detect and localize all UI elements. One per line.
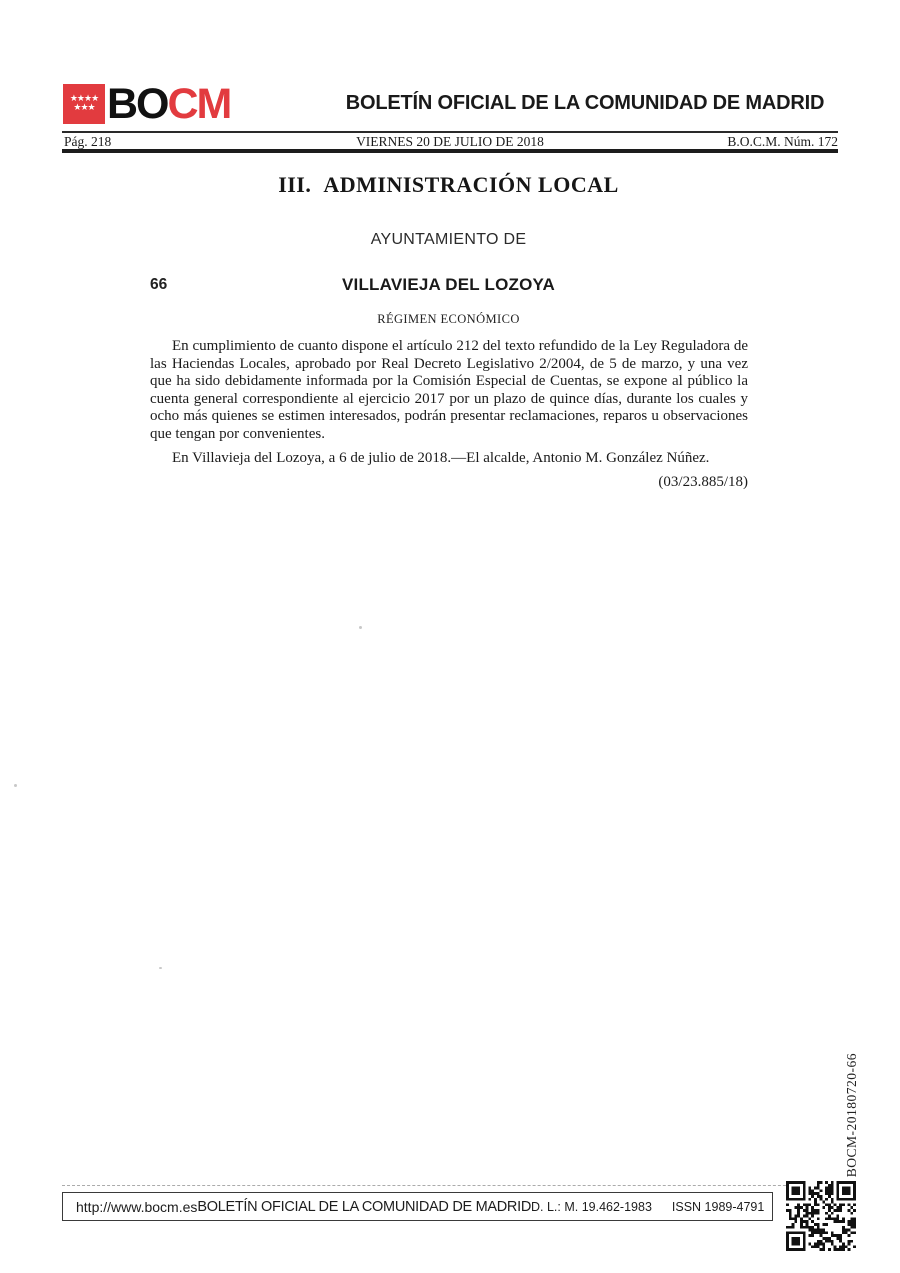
section-number: III. [278, 172, 312, 197]
flag-stars-top: ★★★★ [69, 94, 99, 104]
meta-row [62, 133, 838, 149]
subject-heading: RÉGIMEN ECONÓMICO [377, 312, 520, 326]
organization-heading: AYUNTAMIENTO DE [370, 231, 527, 248]
municipality-heading: VILLAVIEJA DEL LOZOYA [342, 275, 555, 294]
scan-speck [14, 784, 17, 787]
footer-url: http://www.bocm.es [76, 1198, 198, 1215]
masthead-title: BOLETÍN OFICIAL DE LA COMUNIDAD DE MADRID [345, 92, 825, 114]
section-name: ADMINISTRACIÓN LOCAL [323, 172, 619, 197]
bocm-logo [63, 80, 231, 128]
issn-number: ISSN 1989-4791 [671, 1199, 765, 1214]
legal-deposit: D. L.: M. 19.462-1983 [531, 1199, 652, 1214]
flag-stars-bottom: ★★★ [73, 103, 95, 113]
scan-speck [159, 967, 162, 969]
reference-number: (03/23.885/18) [658, 474, 748, 490]
logo-cm: CM [167, 80, 231, 128]
qr-code [786, 1181, 856, 1251]
vertical-document-code: BOCM-20180720-66 [844, 1052, 859, 1177]
announcement-number: 66 [150, 276, 168, 293]
section-title [150, 172, 747, 198]
issue-date: VIERNES 20 DE JULIO DE 2018 [356, 134, 544, 149]
page-number: Pág. 218 [64, 134, 112, 149]
masthead [0, 0, 900, 130]
issue-number: B.O.C.M. Núm. 172 [727, 134, 838, 149]
madrid-flag-icon [63, 84, 105, 124]
scan-speck [359, 626, 362, 629]
footer-title: BOLETÍN OFICIAL DE LA COMUNIDAD DE MADRID [197, 1198, 531, 1215]
body-paragraph: En cumplimiento de cuanto dispone el artículo 212 del texto refundido de la Ley Reguladora de las Haciendas Locales, aprobado por Real Decreto Legislativo 2/2004, de 5 de marzo, y una vez que ha sido debidamente informada por la Comisión Especial de Cuentas, se expone al público la cuenta general correspondiente al ejercicio 2017 por un plazo de quince días, durante los cuales y ocho más quienes se estimen interesados, podrán presentar reclamaciones, reparos u observaciones que tengan por convenientes. [150, 338, 748, 442]
signature-line: En Villavieja del Lozoya, a 6 de julio de 2018.—El alcalde, Antonio M. González Núñez. [172, 450, 710, 466]
top-rule-thick [62, 149, 838, 153]
footer-legal [531, 1200, 764, 1214]
footer-divider [62, 1185, 856, 1186]
bocm-logo-text [107, 80, 231, 128]
logo-bo: BO [107, 80, 168, 128]
footer-bar [62, 1192, 773, 1221]
